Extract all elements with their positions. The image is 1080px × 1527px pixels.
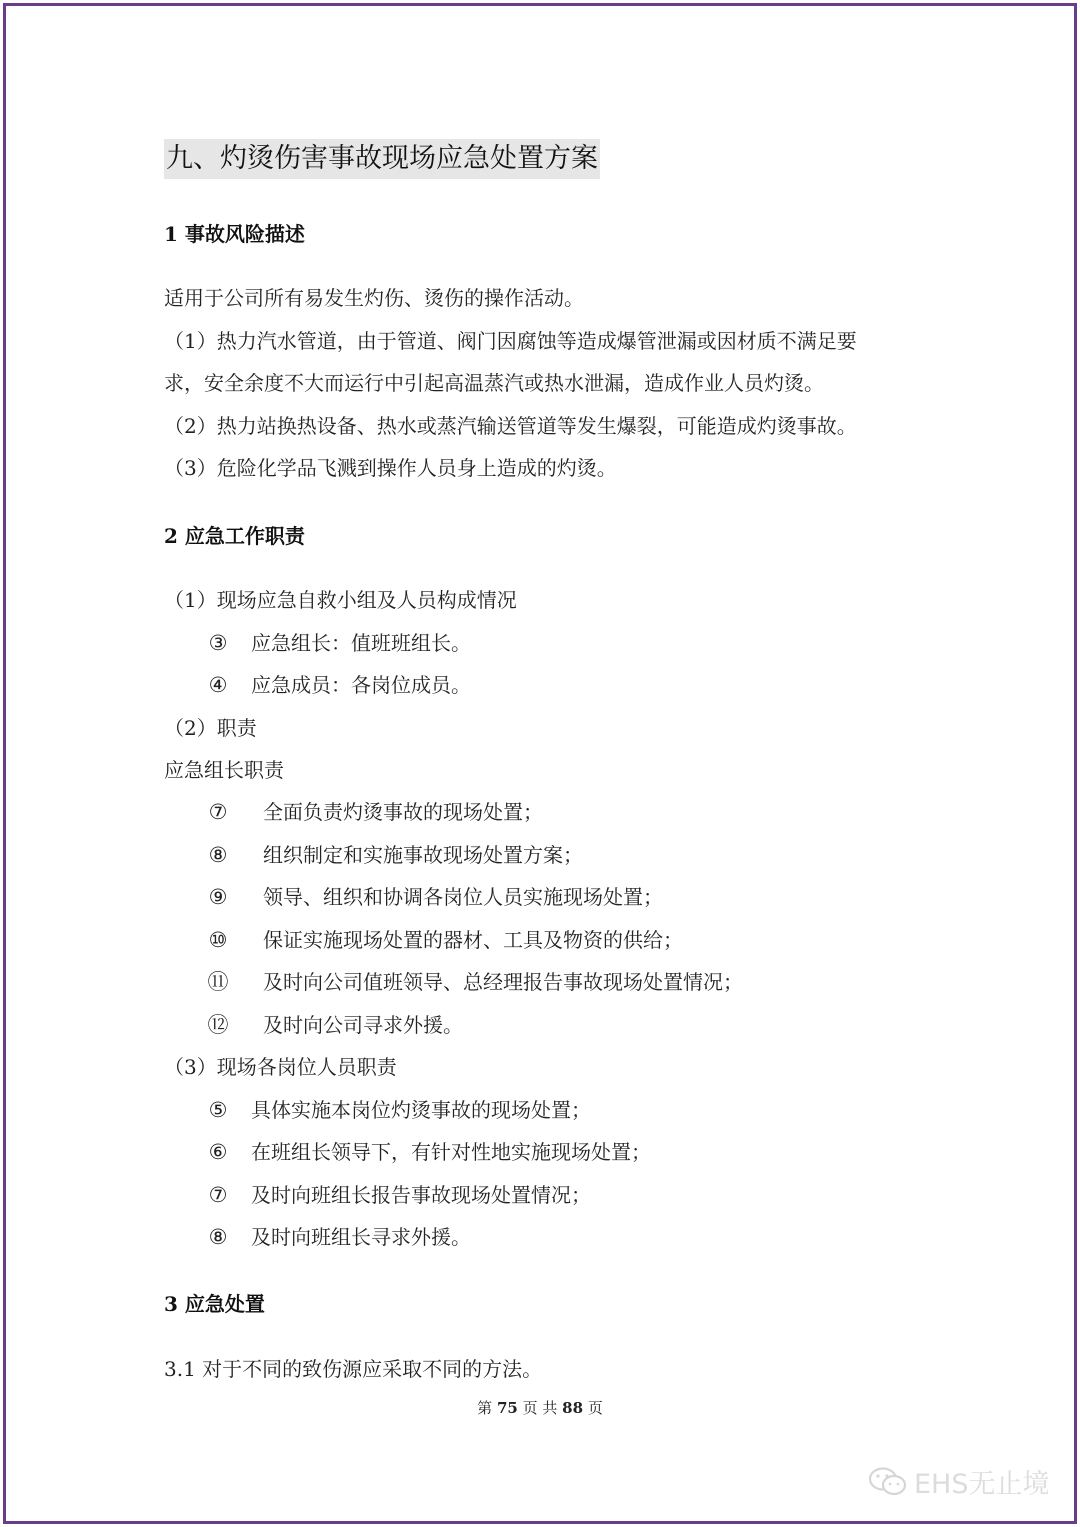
section2-sub3: （3）现场各岗位人员职责 [164,1055,397,1079]
circled-number: ⑧ [208,843,228,867]
footer-prefix: 第 [477,1399,493,1417]
section-heading-2: 2 应急工作职责 [164,524,305,548]
footer-suffix: 页 [587,1399,603,1417]
list-item-text: 及时向班组长寻求外援。 [251,1225,471,1249]
circled-number: ⑥ [208,1140,228,1164]
circled-number: ⑫ [207,1013,229,1037]
circled-number: ④ [208,673,228,697]
watermark [868,1462,1050,1505]
list-item-text: 及时向班组长报告事故现场处置情况； [251,1183,591,1207]
list-item-text: 在班组长领导下，有针对性地实施现场处置； [251,1140,651,1164]
list-item-text: 全面负责灼烫事故的现场处置； [263,800,543,824]
document-title: 九、灼烫伤害事故现场应急处置方案 [164,139,600,179]
current-page-number: 75 [496,1399,518,1417]
section-heading-1: 1 事故风险描述 [164,222,305,246]
circled-number: ⑧ [208,1225,228,1249]
section2-sub1: （1）现场应急自救小组及人员构成情况 [164,588,517,612]
circled-number: ⑪ [207,970,229,994]
wechat-icon [868,1466,908,1505]
leader-duties-heading: 应急组长职责 [164,758,284,782]
section3-item: 3.1 对于不同的致伤源应采取不同的方法。 [164,1357,543,1381]
watermark-text: EHS无止境 [914,1469,1050,1500]
list-item-text: 应急组长：值班班组长。 [251,631,471,655]
page-footer [0,1397,1080,1418]
section1-intro: 适用于公司所有易发生灼伤、烫伤的操作活动。 [164,286,584,310]
circled-number: ⑤ [208,1098,228,1122]
total-page-number: 88 [562,1399,584,1417]
list-item-text: 应急成员：各岗位成员。 [251,673,471,697]
list-item-text: 保证实施现场处置的器材、工具及物资的供给； [263,928,683,952]
section1-item2: （2）热力站换热设备、热水或蒸汽输送管道等发生爆裂，可能造成灼烫事故。 [164,414,857,438]
section1-item1-line1: （1）热力汽水管道，由于管道、阀门因腐蚀等造成爆管泄漏或因材质不满足要 [164,329,857,353]
list-item-text: 领导、组织和协调各岗位人员实施现场处置； [263,885,663,909]
list-item-text: 及时向公司值班领导、总经理报告事故现场处置情况； [263,970,743,994]
section-heading-3: 3 应急处置 [164,1292,265,1316]
circled-number: ⑦ [208,1183,228,1207]
footer-middle: 页 共 [522,1399,558,1417]
list-item-text: 具体实施本岗位灼烫事故的现场处置； [251,1098,591,1122]
section1-item1-line2: 求，安全余度不大而运行中引起高温蒸汽或热水泄漏，造成作业人员灼烫。 [164,371,824,395]
list-item-text: 组织制定和实施事故现场处置方案； [263,843,583,867]
section1-item3: （3）危险化学品飞溅到操作人员身上造成的灼烫。 [164,456,617,480]
list-item-text: 及时向公司寻求外援。 [263,1013,463,1037]
circled-number: ③ [208,631,228,655]
circled-number: ⑩ [208,928,228,952]
circled-number: ⑨ [208,885,228,909]
circled-number: ⑦ [208,800,228,824]
section2-sub2: （2）职责 [164,716,257,740]
